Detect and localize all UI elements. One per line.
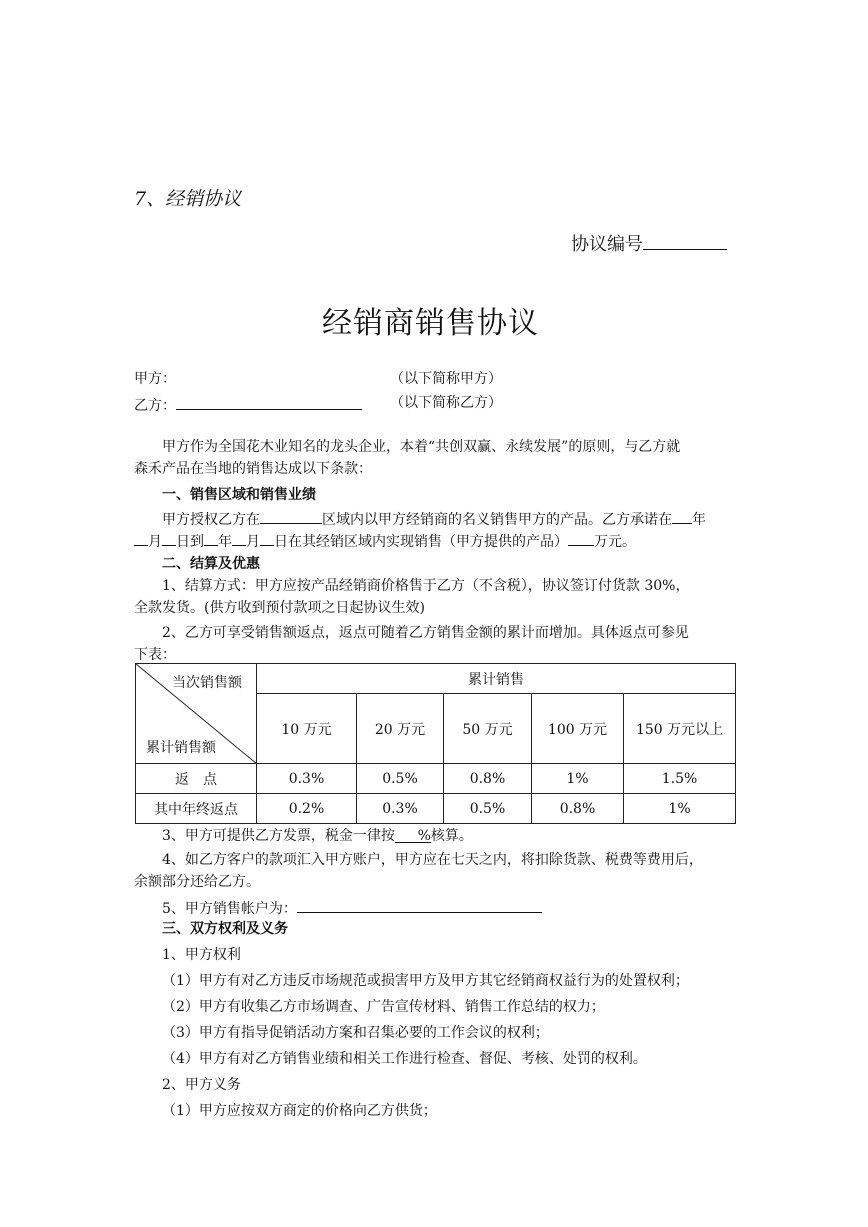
diag-bottom-label: 累计销售额 xyxy=(146,740,216,756)
party-a-label: 甲方： xyxy=(134,371,176,387)
sec1-text-e: 日到 xyxy=(176,534,204,550)
intro-line2: 森禾产品在当地的销售达成以下条款： xyxy=(134,461,372,477)
table-cell: 0.5% xyxy=(357,764,444,794)
sec2-item4-line1: 4、如乙方客户的款项汇入甲方账户，甲方应在七天之内，将扣除货款、税费等费用后， xyxy=(162,852,703,868)
table-diagonal-header xyxy=(136,664,257,764)
table-cell: 0.8% xyxy=(532,794,624,824)
table-cell: 0.5% xyxy=(444,794,532,824)
party-b-blank[interactable] xyxy=(176,393,362,410)
party-b-line xyxy=(134,393,362,416)
row-label: 其中年终返点 xyxy=(136,794,257,824)
column-header: 50 万元 xyxy=(444,694,532,764)
sec3-item2: 2、甲方义务 xyxy=(162,1077,241,1093)
sec1-text-b: 区域内以甲方经销商的名义销售甲方的产品。乙方承诺在 xyxy=(322,512,672,528)
sec2-item2-line2: 下表： xyxy=(134,647,176,663)
document-title: 经销商销售协议 xyxy=(322,306,539,341)
sec1-text-h: 日在其经销区域内实现销售（甲方提供的产品） xyxy=(274,534,568,550)
start-year-blank[interactable] xyxy=(672,507,692,524)
sec1-heading: 一、销售区域和销售业绩 xyxy=(162,487,316,503)
row-label: 返 点 xyxy=(136,764,257,794)
percent-sign: % xyxy=(417,828,431,844)
sec1-text-a: 甲方授权乙方在 xyxy=(162,512,260,528)
party-a-abbr: （以下简称甲方） xyxy=(390,371,502,387)
list-item: （3）甲方有指导促销活动方案和召集必要的工作会议的权利； xyxy=(162,1025,549,1041)
rebate-table xyxy=(135,663,736,824)
sec1-text-g: 月 xyxy=(246,534,260,550)
sec1-text-f: 年 xyxy=(218,534,232,550)
list-item: （1）甲方有对乙方违反市场规范或损害甲方及甲方其它经销商权益行为的处置权利； xyxy=(162,973,689,989)
sec2-item2-line1: 2、乙方可享受销售额返点，返点可随着乙方销售金额的累计而增加。具体返点可参见 xyxy=(162,625,689,641)
sec3-item1: 1、甲方权利 xyxy=(162,947,241,963)
list-item: （4）甲方有对乙方销售业绩和相关工作进行检查、督促、考核、处罚的权利。 xyxy=(162,1051,647,1067)
table-cell: 0.8% xyxy=(444,764,532,794)
table-cell: 0.2% xyxy=(257,794,357,824)
tax-rate-blank[interactable] xyxy=(395,826,431,843)
cumulative-sales-header: 累计销售 xyxy=(257,664,736,694)
table-cell: 1% xyxy=(624,794,736,824)
sec3-heading: 三、双方权利及义务 xyxy=(162,921,288,937)
agreement-number-label: 协议编号 xyxy=(571,234,643,255)
table-cell: 1% xyxy=(532,764,624,794)
table-cell: 0.3% xyxy=(357,794,444,824)
sec2-item3-text-b: 核算。 xyxy=(430,828,473,844)
sec2-item3 xyxy=(162,826,473,846)
sales-account-label: 5、甲方销售帐户为： xyxy=(162,901,297,917)
list-item: （1）甲方应按双方商定的价格向乙方供货； xyxy=(162,1103,437,1119)
region-blank[interactable] xyxy=(260,507,322,524)
party-b-abbr: （以下简称乙方） xyxy=(390,395,502,411)
sec1-text-i: 万元。 xyxy=(594,534,636,550)
sec2-item3-text-a: 3、甲方可提供乙方发票，税金一律按 xyxy=(162,828,395,844)
sec1-text-c: 年 xyxy=(692,512,706,528)
table-row xyxy=(136,764,736,794)
table-cell: 0.3% xyxy=(257,764,357,794)
end-year-blank[interactable] xyxy=(204,529,218,546)
table-cell: 1.5% xyxy=(624,764,736,794)
list-item: （2）甲方有收集乙方市场调查、广告宣传材料、销售工作总结的权力； xyxy=(162,999,605,1015)
start-day-blank[interactable] xyxy=(162,529,176,546)
column-header: 10 万元 xyxy=(257,694,357,764)
sales-amount-blank[interactable] xyxy=(568,529,594,546)
start-month-blank[interactable] xyxy=(134,529,148,546)
sales-account-blank[interactable] xyxy=(297,896,542,913)
sec1-paragraph-line2 xyxy=(134,529,636,552)
table-row xyxy=(136,794,736,824)
party-b-label: 乙方： xyxy=(134,398,176,414)
end-day-blank[interactable] xyxy=(260,529,274,546)
intro-line1: 甲方作为全国花木业知名的龙头企业，本着“共创双赢、永续发展”的原则，与乙方就 xyxy=(162,439,681,455)
agreement-number xyxy=(571,230,727,256)
diag-top-label: 当次销售额 xyxy=(172,675,242,691)
sec2-item4-line2: 余额部分还给乙方。 xyxy=(134,874,260,890)
sec2-item1-line2: 全款发货。(供方收到预付款项之日起协议生效) xyxy=(134,600,425,616)
column-header: 100 万元 xyxy=(532,694,624,764)
sec1-paragraph-line1 xyxy=(162,507,706,530)
column-header: 150 万元以上 xyxy=(624,694,736,764)
agreement-number-blank[interactable] xyxy=(643,233,727,250)
sec2-heading: 二、结算及优惠 xyxy=(162,556,260,572)
column-header: 20 万元 xyxy=(357,694,444,764)
sec2-item1-line1: 1、结算方式：甲方应按产品经销商价格售于乙方（不含税），协议签订付货款 30%， xyxy=(162,578,690,594)
sec1-text-d: 月 xyxy=(148,534,162,550)
section-label: 7、经销协议 xyxy=(134,188,242,210)
sec2-item5 xyxy=(162,896,542,919)
end-month-blank[interactable] xyxy=(232,529,246,546)
